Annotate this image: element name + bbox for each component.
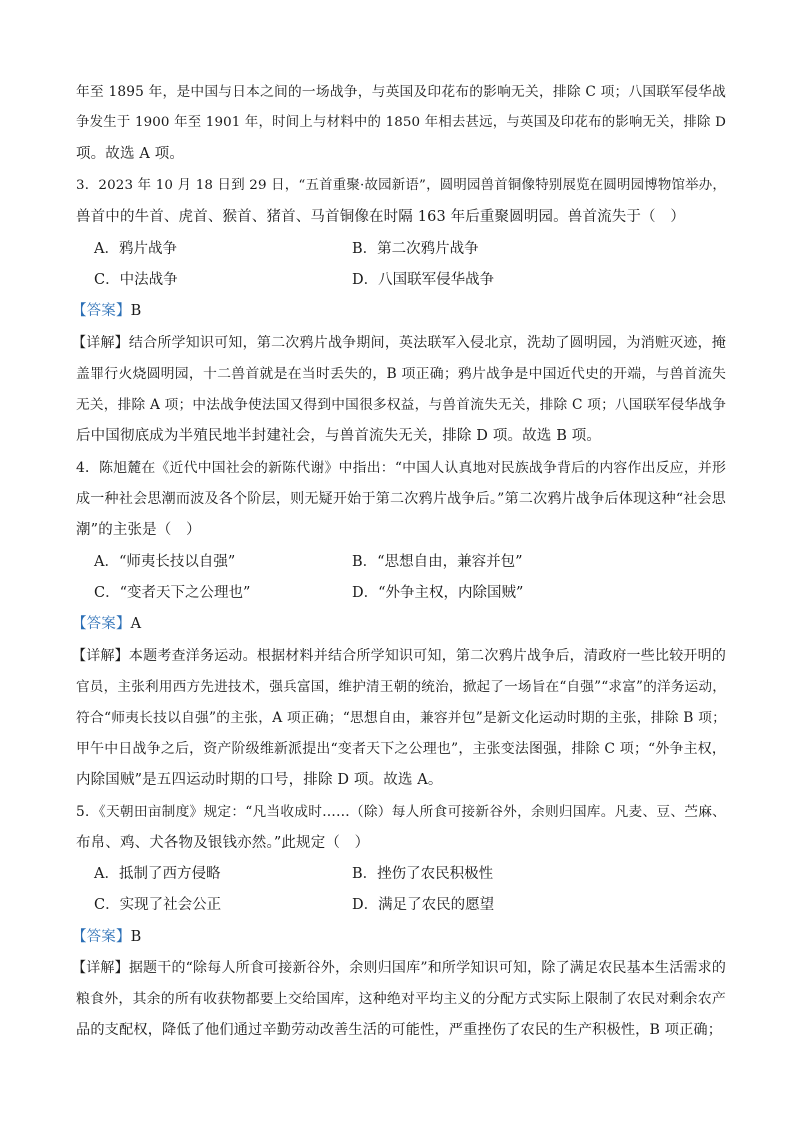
q3-detail-line-3: 无关，排除 A 项；中法战争使法国又得到中国很多权益，与兽首流失无关，排除 C 项；八国联军侵华战争 — [76, 397, 726, 413]
q4-option-c: C．“变者天下之公理也” — [94, 585, 251, 601]
prev-explanation-line-3: 项。故选 A 项。 — [76, 146, 185, 162]
q5-answer-value: B — [130, 929, 142, 945]
q4-option-b: B．“思想自由，兼容并包” — [352, 554, 523, 570]
q3-answer — [72, 301, 722, 321]
q4-stem-line-3: 潮”的主张是（ ） — [76, 522, 201, 538]
q4-stem-line-2: 成一种社会思潮而波及各个阶层，则无疑开始于第二次鸦片战争后。”第二次鸦片战争后体现这种“社会思 — [76, 491, 726, 507]
q3-detail-line-2: 盖罪行火烧圆明园，十二兽首就是在当时丢失的，B 项正确；鸦片战争是中国近代史的开端，与兽首流失 — [76, 366, 726, 382]
q3-stem-line-2: 兽首中的牛首、虎首、猴首、猪首、马首铜像在时隔 163 年后重聚圆明园。兽首流失于（ ） — [76, 209, 685, 225]
q4-detail-tag: 【详解】 — [72, 648, 129, 664]
q5-option-b: B．挫伤了农民积极性 — [352, 866, 494, 882]
q5-detail-line-2: 粮食外，其余的所有收获物都要上交给国库，这种绝对平均主义的分配方式实际上限制了农民对剩余农产 — [76, 991, 726, 1007]
q4-answer — [72, 614, 722, 634]
q5-option-a: A．抵制了西方侵略 — [94, 866, 221, 882]
q3-answer-tag: 【答案】 — [72, 303, 131, 319]
q4-answer-tag: 【答案】 — [72, 616, 131, 632]
q5-stem-line-2: 布帛、鸡、犬各物及银钱亦然。”此规定（ ） — [76, 835, 370, 851]
q3-detail-text-1: 结合所学知识可知，第二次鸦片战争期间，英法联军入侵北京，洗劫了圆明园，为消赃灭迹，掩 — [128, 335, 726, 351]
q5-option-d: D．满足了农民的愿望 — [352, 897, 495, 913]
q3-option-a: A．鸦片战争 — [94, 241, 177, 257]
q4-option-a: A．“师夷长技以自强” — [94, 554, 236, 570]
q3-answer-value: B — [130, 303, 142, 319]
q5-stem-line-1: 5．《天朝田亩制度》规定：“凡当收成时……（除）每人所食可接新谷外，余则归国库。凡麦、豆、苎麻、 — [76, 804, 726, 820]
q4-answer-value: A — [130, 616, 142, 632]
q5-detail-line-3: 品的支配权，降低了他们通过辛勤劳动改善生活的可能性，严重挫伤了农民的生产积极性，B 项正确； — [76, 1022, 723, 1038]
q3-stem-line-1: 3．2023 年 10 月 18 日到 29 日，“五首重聚·故园新语”，圆明园兽首铜像特别展览在圆明园博物馆举办， — [76, 178, 726, 193]
q4-detail-line-4: 甲午中日战争之后，资产阶级维新派提出“变者天下之公理也”，主张变法图强，排除 C 项；“外争主权， — [76, 741, 726, 757]
q4-detail-line-3: 符合“师夷长技以自强”的主张，A 项正确；“思想自由，兼容并包”是新文化运动时期的主张，排除 B 项； — [76, 710, 726, 726]
q3-detail-line-1 — [72, 333, 726, 353]
q5-answer — [72, 927, 722, 947]
q3-option-c: C．中法战争 — [94, 272, 178, 288]
q5-answer-tag: 【答案】 — [72, 929, 131, 945]
q4-detail-line-1 — [72, 646, 726, 666]
q4-detail-line-5: 内除国贼”是五四运动时期的口号，排除 D 项。故选 A。 — [76, 772, 443, 788]
q3-detail-line-4: 后中国彻底成为半殖民地半封建社会，与兽首流失无关，排除 D 项。故选 B 项。 — [76, 428, 602, 444]
q3-option-d: D．八国联军侵华战争 — [352, 272, 495, 288]
q3-option-b: B．第二次鸦片战争 — [352, 241, 479, 257]
q5-detail-text-1: 据题干的“除每人所食可接新谷外，余则归国库”和所学知识可知，除了满足农民基本生活需求的 — [128, 960, 726, 976]
q5-detail-tag: 【详解】 — [72, 960, 129, 976]
q5-option-c: C．实现了社会公正 — [94, 897, 222, 913]
prev-explanation-line-1: 年至 1895 年，是中国与日本之间的一场战争，与英国及印花布的影响无关，排除 C 项；八国联军侵华战 — [76, 84, 726, 100]
q4-detail-text-1: 本题考查洋务运动。根据材料并结合所学知识可知，第二次鸦片战争后，清政府一些比较开明的 — [128, 648, 726, 664]
q3-detail-tag: 【详解】 — [72, 335, 129, 351]
q4-detail-line-2: 官员，主张利用西方先进技术，强兵富国，维护清王朝的统治，掀起了一场旨在“自强”“求富”的洋务运动， — [76, 679, 726, 695]
q4-option-d: D．“外争主权，内除国贼” — [352, 585, 524, 601]
q4-stem-line-1: 4．陈旭麓在《近代中国社会的新陈代谢》中指出：“中国人认真地对民族战争背后的内容作出反应，并形 — [76, 460, 726, 476]
q5-detail-line-1 — [72, 958, 726, 978]
prev-explanation-line-2: 争发生于 1900 年至 1901 年，时间上与材料中的 1850 年相去甚远，与英国及印花布的影响无关，排除 D — [76, 115, 726, 130]
